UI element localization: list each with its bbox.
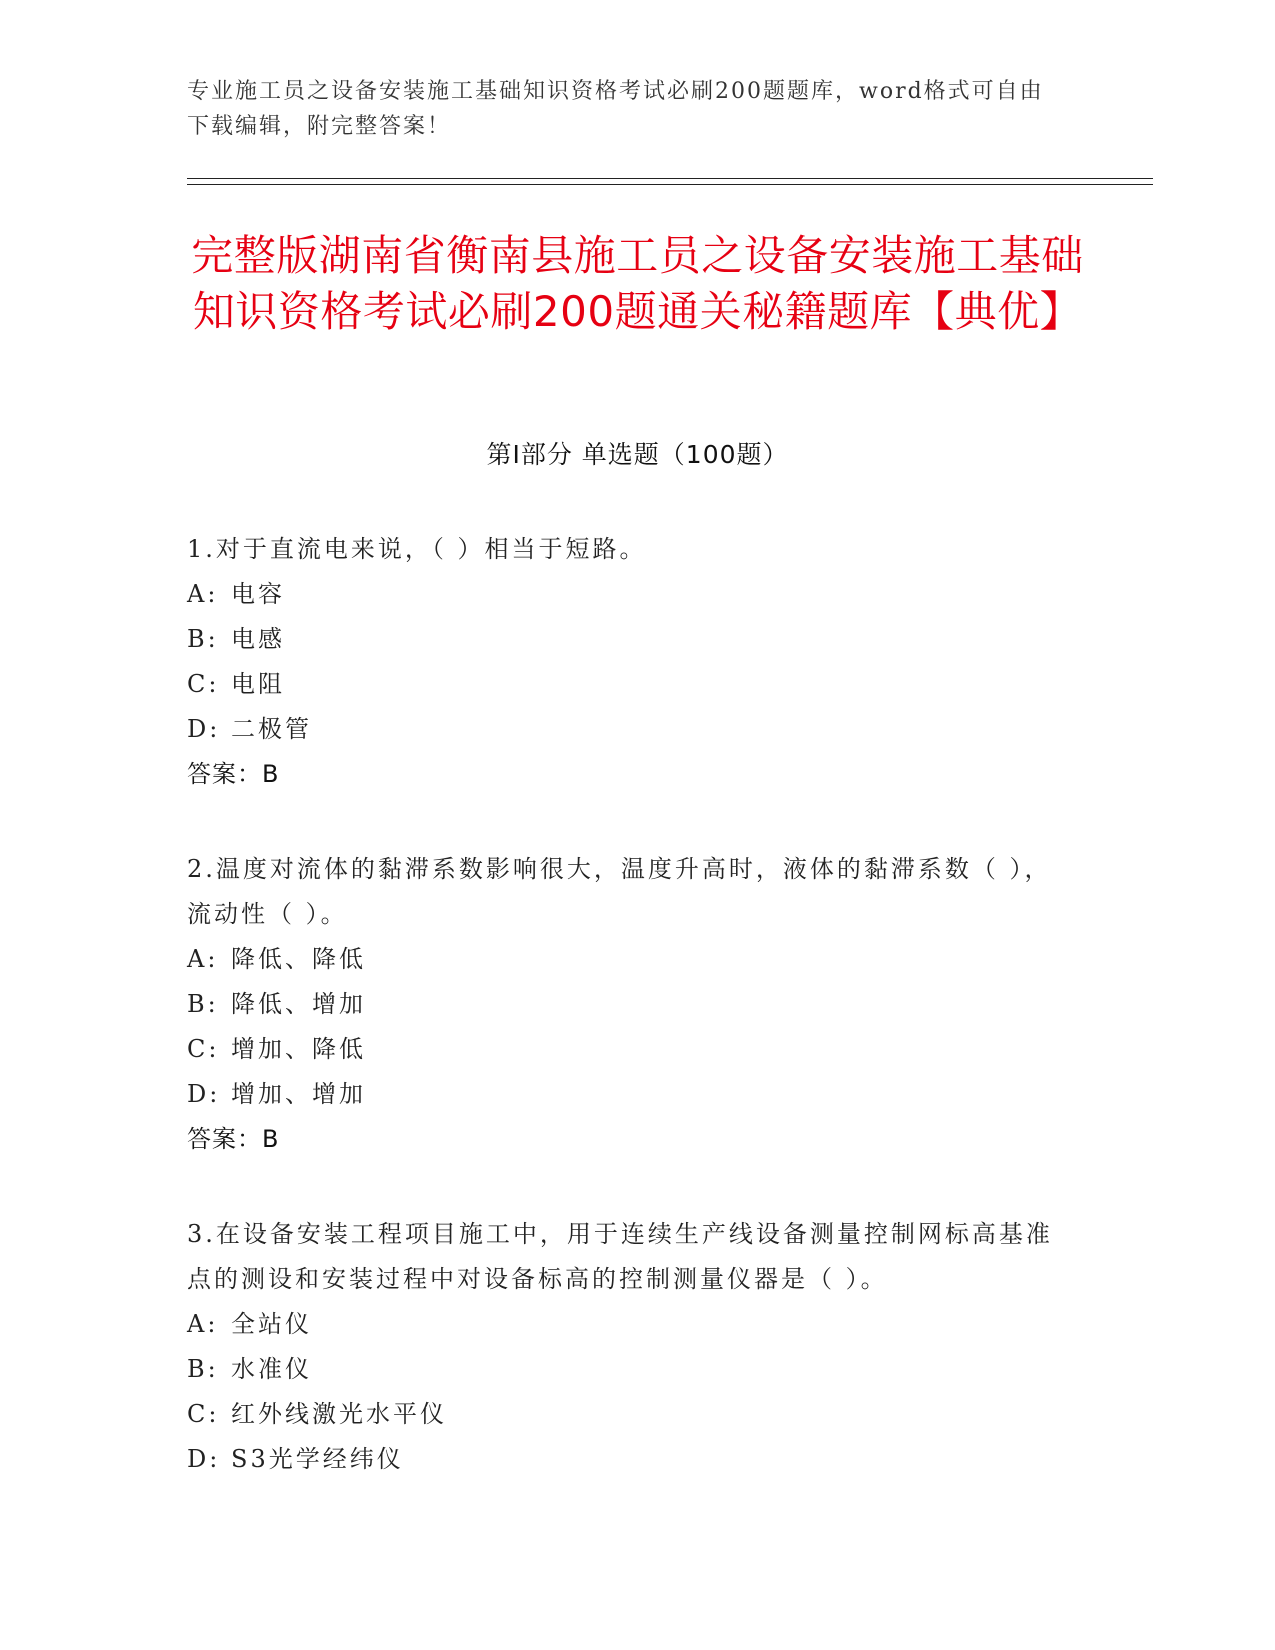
option-b (187, 617, 1067, 662)
answer-line: 答案：B (187, 1125, 280, 1153)
header-divider-bottom (187, 184, 1153, 185)
section-title: 第Ⅰ部分 单选题（100题） (486, 440, 789, 469)
option-c (187, 1392, 1067, 1437)
option-letter: D: (187, 1445, 221, 1473)
option-letter: D: (187, 715, 221, 743)
option-a (187, 1302, 1067, 1347)
option-letter: A: (187, 1310, 219, 1338)
option-letter: C: (187, 670, 220, 698)
document-title: 完整版湖南省衡南县施工员之设备安装施工基础知识资格考试必刷200题通关秘籍题库【典优】 (191, 231, 1084, 336)
option-text: 增加、增加 (231, 1080, 366, 1108)
option-letter: A: (187, 945, 219, 973)
option-letter: A: (187, 580, 219, 608)
option-text: 水准仪 (231, 1355, 312, 1383)
question-item (187, 847, 1067, 1162)
option-letter: B: (187, 1355, 219, 1383)
header-note: 专业施工员之设备安装施工基础知识资格考试必刷200题题库，word格式可自由下载编辑，附完整答案！ (187, 79, 1044, 139)
option-letter: C: (187, 1035, 220, 1063)
answer-line: 答案：B (187, 760, 280, 788)
option-text: 红外线激光水平仪 (231, 1400, 447, 1428)
option-b (187, 982, 1067, 1027)
option-b (187, 1347, 1067, 1392)
question-stem: 1.对于直流电来说，（ ）相当于短路。 (187, 535, 647, 563)
option-letter: B: (187, 625, 219, 653)
question-stem: 3.在设备安装工程项目施工中，用于连续生产线设备测量控制网标高基准点的测设和安装过程中对设备标高的控制测量仪器是（ ）。 (187, 1220, 1053, 1293)
option-letter: D: (187, 1080, 221, 1108)
option-d (187, 1072, 1067, 1117)
option-d (187, 1437, 1067, 1482)
option-a (187, 937, 1067, 982)
option-c (187, 1027, 1067, 1072)
question-list (187, 527, 1067, 1532)
option-text: 电感 (231, 625, 285, 653)
option-c (187, 662, 1067, 707)
option-text: 增加、降低 (231, 1035, 366, 1063)
option-text: 二极管 (231, 715, 312, 743)
option-text: 电阻 (231, 670, 285, 698)
option-letter: B: (187, 990, 219, 1018)
option-text: S3光学经纬仪 (231, 1445, 404, 1473)
option-a (187, 572, 1067, 617)
option-letter: C: (187, 1400, 220, 1428)
option-text: 降低、降低 (231, 945, 366, 973)
question-item (187, 527, 1067, 797)
option-text: 全站仪 (231, 1310, 312, 1338)
option-d (187, 707, 1067, 752)
option-text: 降低、增加 (231, 990, 366, 1018)
question-stem: 2.温度对流体的黏滞系数影响很大，温度升高时，液体的黏滞系数（ ），流动性（ ）。 (187, 855, 1052, 928)
question-item (187, 1212, 1067, 1482)
option-text: 电容 (231, 580, 285, 608)
header-divider-top (187, 178, 1153, 179)
